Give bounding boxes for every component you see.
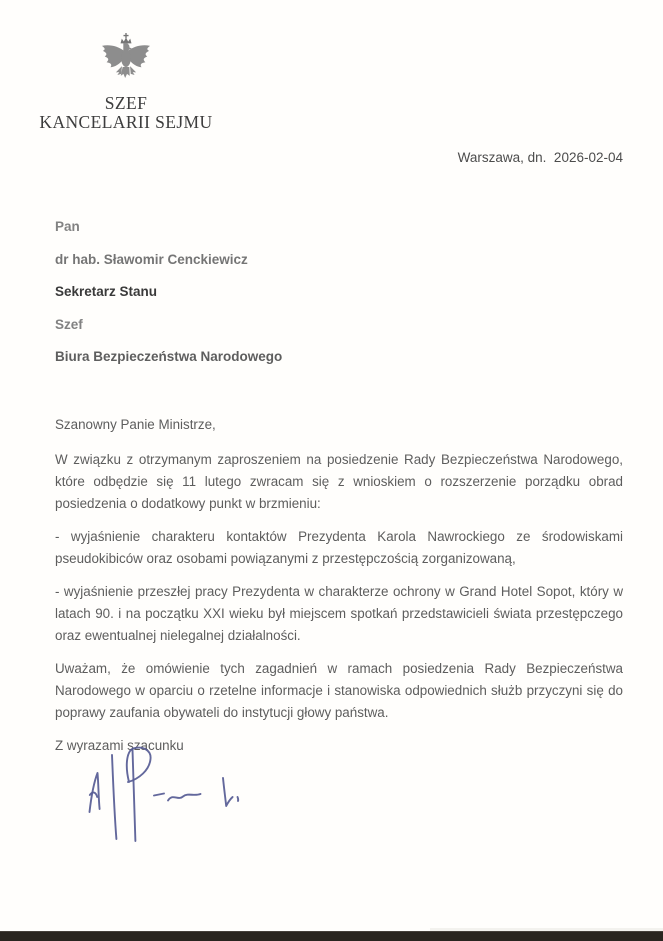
paragraph-conclusion: Uważam, że omówienie tych zagadnień w ramach posiedzenia Rady Bezpieczeństwa Narodowego w oparciu o rzetelne informacje i stanowiska odpowiednich służb przyczyni się do poprawy zaufania obywateli do instytucji głowy państwa. [55,661,623,720]
salutation: Szanowny Panie Ministrze, [55,417,216,432]
scan-edge-bar [0,931,663,941]
addressee-line: Szef [55,316,83,332]
letter-body [55,414,623,757]
letterhead-title-line1: SZEF [104,93,148,113]
handwritten-signature-icon [80,745,270,850]
addressee-line: Sekretarz Stanu [55,284,158,299]
addressee-line: Biura Bezpieczeństwa Narodowego [55,349,283,364]
addressee-block [55,219,455,382]
polish-eagle-icon [99,28,153,90]
dateline: Warszawa, dn. 2026-02-04 [457,150,623,165]
agenda-item-2: - wyjaśnienie przeszłej pracy Prezydenta w charakterze ochrony w Grand Hotel Sopot, który w latach 90. i na początku XXI wieku był miejscem spotkań przedstawicieli świata przestępczego oraz ewentualnej nielegalnej działalności. [55,584,623,643]
letterhead [30,28,222,132]
agenda-item-1: - wyjaśnienie charakteru kontaktów Prezydenta Karola Nawrockiego ze środowiskami pseudokibiców oraz osobami powiązanymi z przestępczością zorganizowaną, [55,529,623,566]
addressee-line: dr hab. Sławomir Cenckiewicz [55,251,248,267]
addressee-line: Pan [55,219,80,234]
paragraph-intro: W związku z otrzymanym zaproszeniem na posiedzenie Rady Bezpieczeństwa Narodowego, które odbędzie się 11 lutego zwracam się z wnioskiem o rozszerzenie porządku obrad posiedzenia o dodatkowy punkt w brzmieniu: [55,452,623,511]
letterhead-title-line2: KANCELARII SEJMU [39,112,213,132]
closing-phrase: Z wyrazami szacunku [55,738,184,753]
